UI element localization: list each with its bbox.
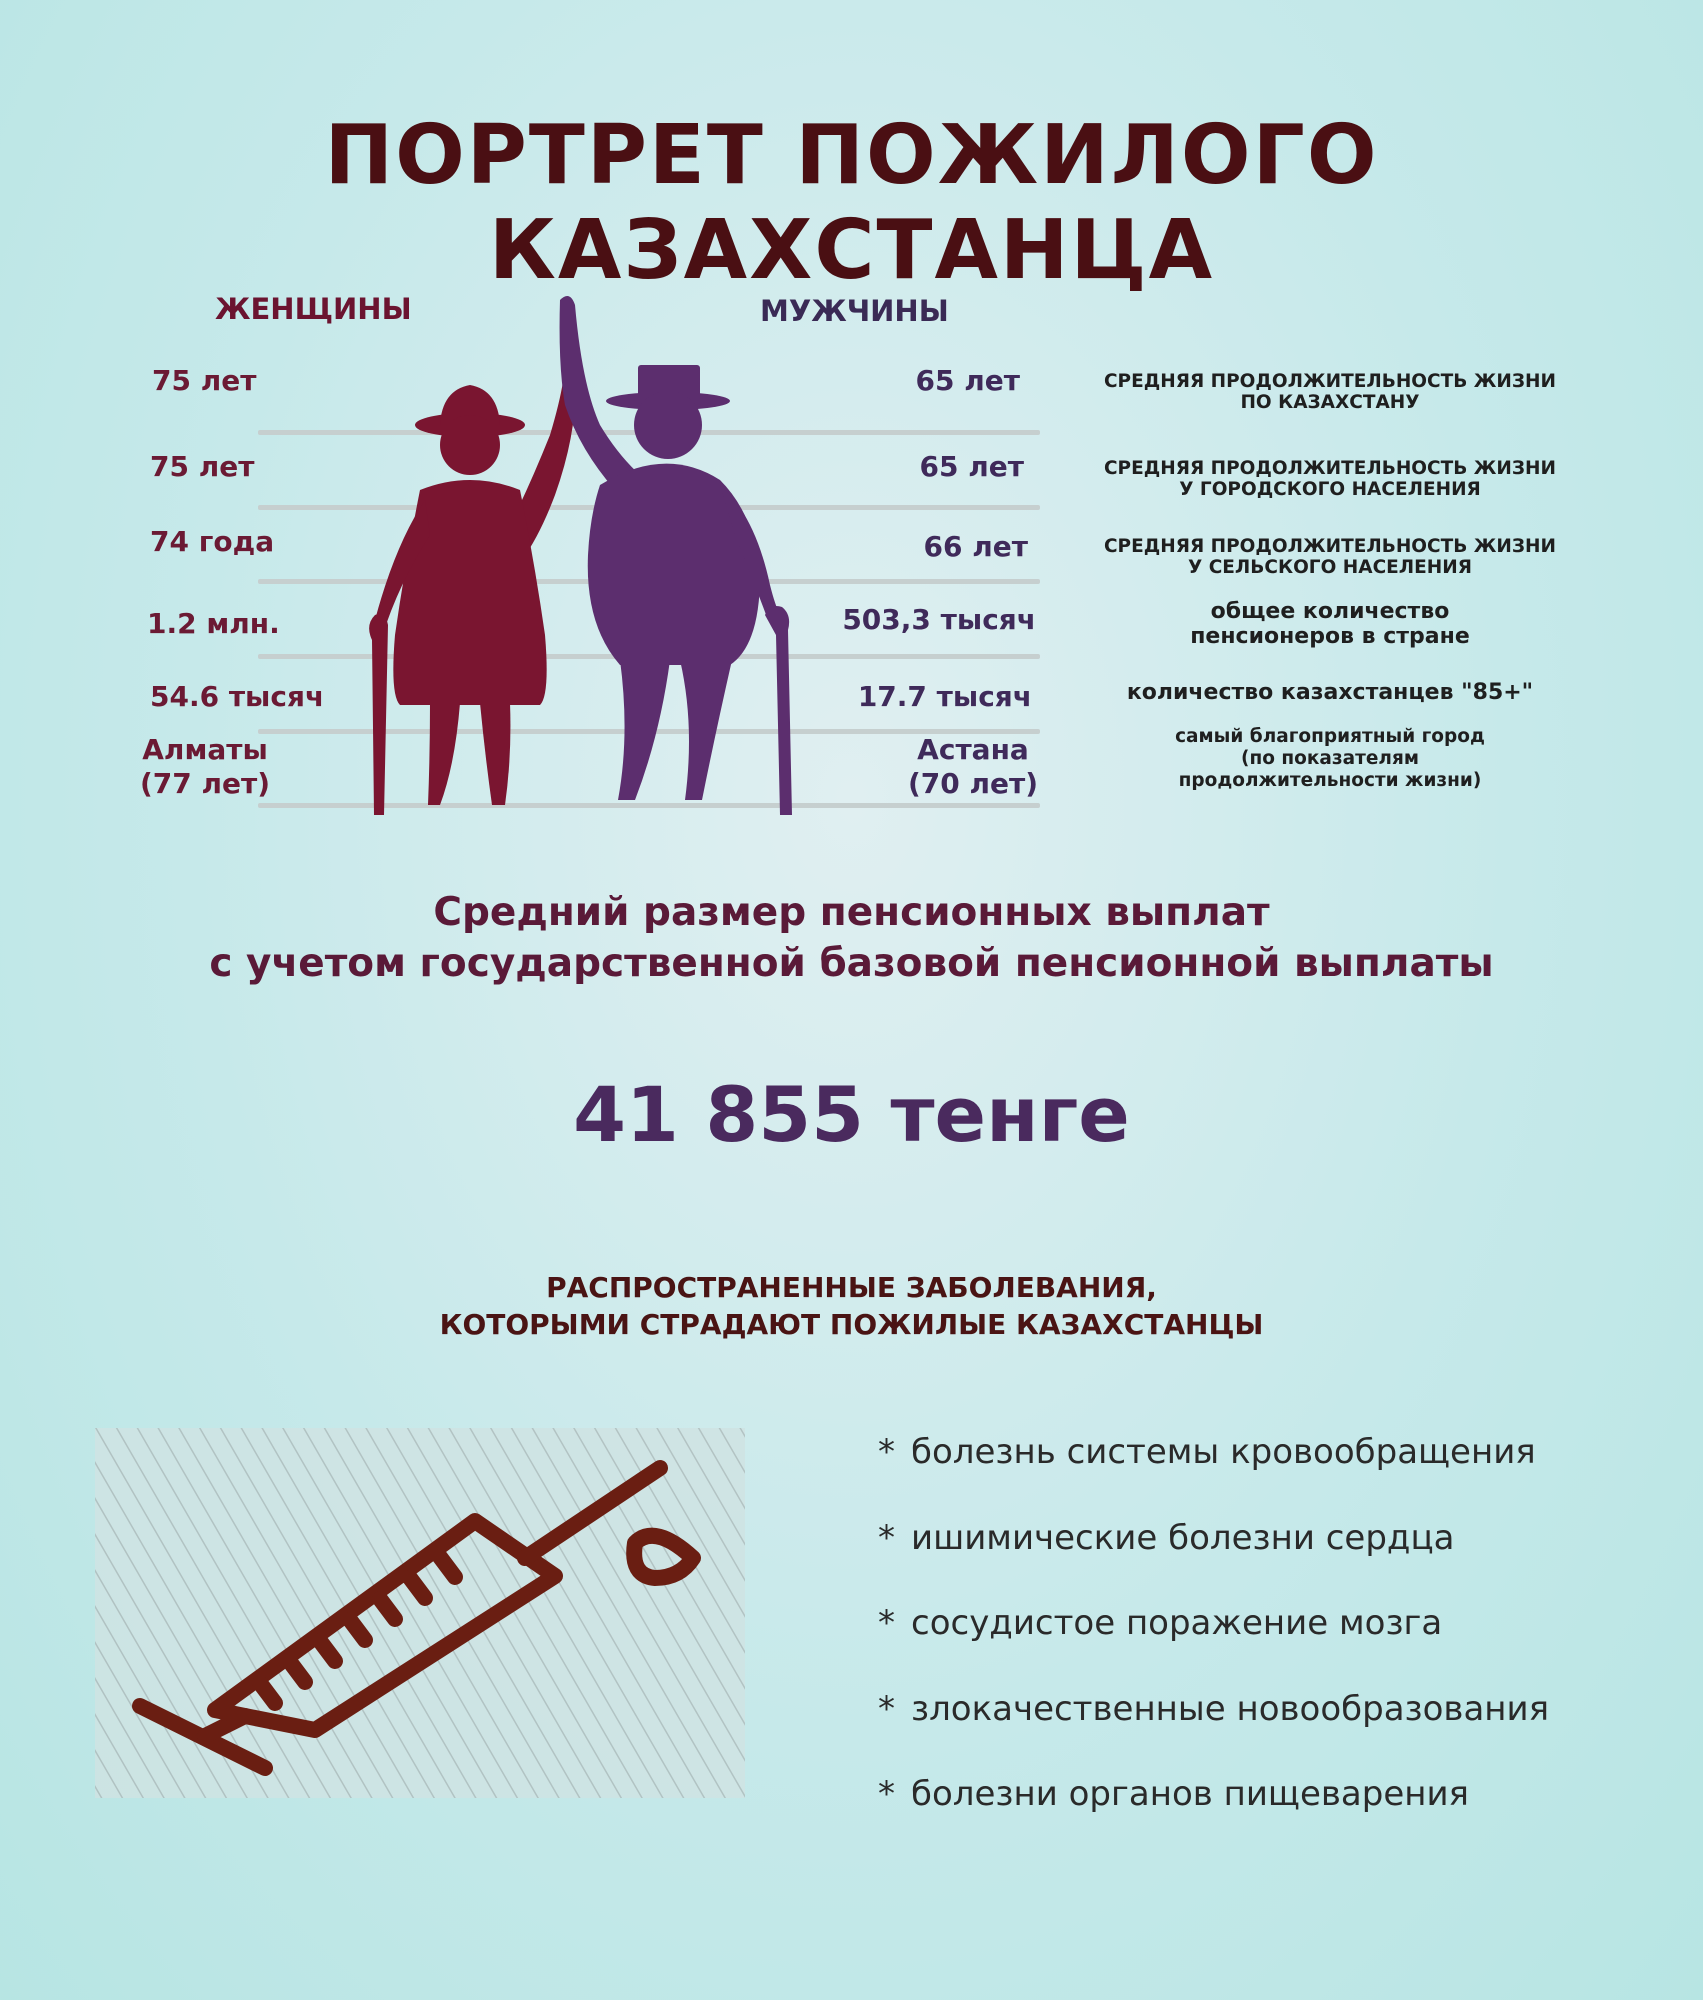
desc-85plus: количество казахстанцев "85+" <box>1126 680 1534 705</box>
women-value-life-urban: 75 лет <box>150 450 255 483</box>
men-header: МУЖЧИНЫ <box>760 294 949 328</box>
women-value-pensioners: 1.2 млн. <box>147 607 280 640</box>
elderly-woman-figure <box>369 358 576 815</box>
bullet-star: * <box>878 1689 895 1729</box>
pension-value: 41 855 тенге <box>573 1070 1130 1159</box>
pension-heading-line2: с учетом государственной базовой пенсионной выплаты <box>209 940 1494 986</box>
men-value-life-kz: 65 лет <box>915 364 1020 397</box>
diseases-heading <box>0 1270 1703 1344</box>
disease-item <box>878 1603 1442 1643</box>
desc-life-rural: СРЕДНЯЯ ПРОДОЛЖИТЕЛЬНОСТЬ ЖИЗНИ У СЕЛЬСКОГО НАСЕЛЕНИЯ <box>1103 536 1557 578</box>
women-value-85plus: 54.6 тысяч <box>150 680 325 713</box>
syringe-illustration <box>95 1428 745 1798</box>
bullet-star: * <box>878 1774 895 1814</box>
pension-heading-line1: Средний размер пенсионных выплат <box>433 890 1270 935</box>
desc-life-urban: СРЕДНЯЯ ПРОДОЛЖИТЕЛЬНОСТЬ ЖИЗНИ У ГОРОДСКОГО НАСЕЛЕНИЯ <box>1103 458 1557 500</box>
women-value-life-rural: 74 года <box>150 525 275 558</box>
pension-heading <box>0 888 1703 989</box>
diseases-heading-line1: РАСПРОСТРАНЕННЫЕ ЗАБОЛЕВАНИЯ, <box>546 1271 1157 1304</box>
disease-item <box>878 1774 1469 1814</box>
desc-life-kz: СРЕДНЯЯ ПРОДОЛЖИТЕЛЬНОСТЬ ЖИЗНИ ПО КАЗАХСТАНУ <box>1103 371 1557 413</box>
men-value-pensioners: 503,3 тысяч <box>842 603 1036 636</box>
bullet-star: * <box>878 1432 895 1472</box>
bullet-star: * <box>878 1603 895 1643</box>
page-title: ПОРТРЕТ ПОЖИЛОГО КАЗАХСТАНЦА <box>324 108 1379 298</box>
men-value-best-city: Астана (70 лет) <box>907 733 1039 800</box>
figures-illustration <box>360 285 820 815</box>
men-value-life-rural: 66 лет <box>923 530 1028 563</box>
disease-item <box>878 1689 1549 1729</box>
disease-item-label: болезни органов пищеварения <box>911 1774 1470 1814</box>
women-value-best-city: Алматы (77 лет) <box>140 733 271 800</box>
men-value-85plus: 17.7 тысяч <box>857 680 1032 713</box>
desc-best-city: самый благоприятный город (по показателям продолжительности жизни) <box>1175 726 1485 792</box>
women-header: ЖЕНЩИНЫ <box>215 292 412 326</box>
elderly-man-figure <box>560 296 792 815</box>
men-value-life-urban: 65 лет <box>919 450 1024 483</box>
disease-item <box>878 1432 1536 1472</box>
disease-item-label: сосудистое поражение мозга <box>911 1603 1443 1643</box>
desc-pensioners: общее количество пенсионеров в стране <box>1190 599 1470 649</box>
disease-item-label: злокачественные новообразования <box>911 1689 1550 1729</box>
diseases-heading-line2: КОТОРЫМИ СТРАДАЮТ ПОЖИЛЫЕ КАЗАХСТАНЦЫ <box>439 1307 1264 1341</box>
bullet-star: * <box>878 1518 895 1558</box>
disease-item <box>878 1518 1454 1558</box>
disease-item-label: болезнь системы кровообращения <box>911 1432 1536 1472</box>
women-value-life-kz: 75 лет <box>152 364 257 397</box>
disease-item-label: ишимические болезни сердца <box>911 1518 1455 1558</box>
